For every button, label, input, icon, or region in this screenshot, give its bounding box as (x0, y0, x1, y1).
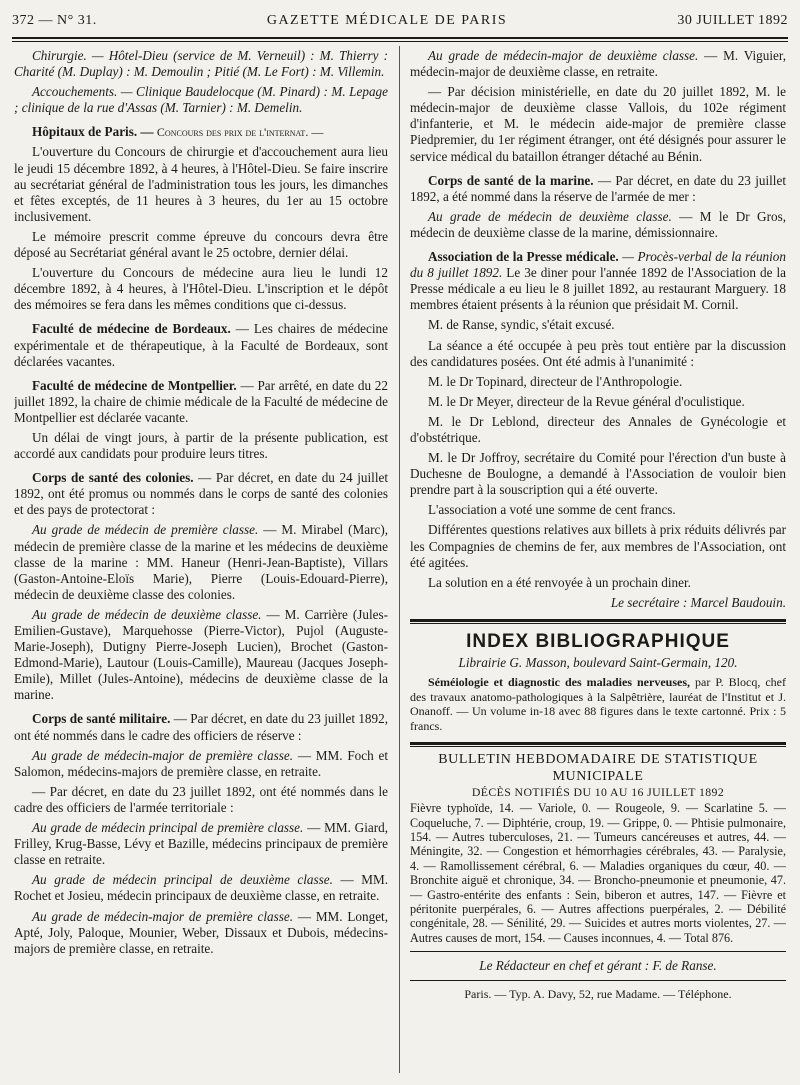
section-hopitaux: Hôpitaux de Paris. — Concours des prix de l'internat. — (32, 124, 324, 140)
index-entry: Séméiologie et diagnostic des maladies nerveuses, par P. Blocq, chef des travaux anatomo-pathologiques à la Salpêtrière, lauréat de l'Institut et J. Onanoff. — Un volume in-18 avec 88 figures dans le texte cartonné. Prix : 5 francs. (410, 675, 786, 734)
left-column (14, 48, 388, 1071)
footer-rule (410, 951, 786, 952)
bulletin-title: BULLETIN HEBDOMADAIRE DE STATISTIQUE (438, 751, 758, 767)
bulletin-title-2: MUNICIPALE (552, 768, 644, 784)
index-title: INDEX BIBLIOGRAPHIQUE (466, 630, 730, 652)
paragraph: M. le Dr Joffroy, secrétaire du Comité pour l'érection d'un buste à Duchesne de Boulogne, a demandé à l'Association de vouloir bien prendre part à la souscription qui a été ouverte. (410, 450, 786, 498)
page-header (12, 12, 788, 34)
section-militaire: Corps de santé militaire. — Par décret, en date du 23 juillet 1892, ont été nommés dans le cadre des officiers de réserve : (14, 711, 388, 743)
paragraph: Au grade de médecin principal de première classe. — MM. Giard, Frilley, Krug-Basse, Lévy et Bazille, médecins principaux de première classe en retraite. (14, 820, 388, 868)
header-rule (12, 37, 788, 42)
paragraph: Différentes questions relatives aux billets à prix réduits délivrés par les Compagnies de chemins de fer, aux membres de l'Association, ont été agitées. (410, 522, 786, 570)
section-bordeaux: Faculté de médecine de Bordeaux. — Les chaires de médecine expérimentale et de thérapeutique, à la Faculté de Bordeaux, sont déclarées vacantes. (14, 321, 388, 369)
paragraph: — Par décret, en date du 23 juillet 1892, ont été nommés dans le cadre des officiers de l'armée territoriale : (14, 783, 388, 815)
paragraph: Chirurgie. — Hôtel-Dieu (service de M. Verneuil) : M. Thierry : Charité (M. Duplay) : M. Demoulin ; Pitié (M. Le Fort) : M. Villemin. (14, 48, 388, 80)
journal-title: GAZETTE MÉDICALE DE PARIS (266, 13, 508, 28)
right-column (410, 48, 786, 1071)
section-rule (410, 619, 786, 624)
index-publisher: Librairie G. Masson, boulevard Saint-Germain, 120. (458, 655, 738, 671)
page-number: 372 — N° 31. (12, 13, 97, 28)
paragraph: L'ouverture du Concours de chirurgie et d'accouchement aura lieu le jeudi 15 décembre 1892, à 4 heures, à l'Hôtel-Dieu. Se faire inscrire au secrétariat général de l'administration tous les jours, les dimanches et fêtes exceptés, de 11 heures à 3 heures, du 1er au 15 octobre inclusivement. (14, 144, 388, 224)
section-rule (410, 742, 786, 747)
paragraph: Au grade de médecin de deuxième classe. — M. Carrière (Jules-Emilien-Gustave), Marquehosse (Pierre-Victor), Pujol (Auguste-Marie-Joseph), Dutigny Pierre-Joseph Lucien), Brochet (Gaston-Edmond-Marie), Lautour (Louis-Camille), Maureau (Jacques Joseph-Emile), Millet (Jules-Antoine), médecins de deuxième classe de la marine. (14, 606, 388, 703)
paragraph: L'association a voté une somme de cent francs. (428, 502, 676, 518)
paragraph: Au grade de médecin de première classe. — M. Mirabel (Marc), médecin de première classe de la marine et les médecins de deuxième classe de la marine : MM. Haneur (Henri-Jean-Baptiste), Villars (Gaston-Antoine-Eloïs Marie), Pierre (Louis-Edouard-Pierre), médecin de deuxième classe des colonies. (14, 522, 388, 602)
paragraph: La solution en a été renvoyée à un prochain diner. (428, 574, 691, 590)
footer-rule (410, 980, 786, 981)
paragraph: Le mémoire prescrit comme épreuve du concours devra être déposé au Secrétariat général avant le 25 octobre, dernier délai. (14, 228, 388, 261)
paragraph: M. le Dr Leblond, directeur des Annales de Gynécologie et d'obstétrique. (410, 413, 786, 445)
paragraph: Au grade de médecin-major de première classe. — MM. Longet, Apté, Joly, Paloque, Mounier, Weber, Dissaux et Dubois, médecins-majors de première classe, en retraite. (14, 908, 388, 956)
redacteur-line: Le Rédacteur en chef et gérant : F. de Ranse. (479, 958, 717, 974)
signature: Le secrétaire : Marcel Baudouin. (610, 594, 786, 610)
paragraph: La séance a été occupée à peu près tout entière par la discussion des candidatures posées. Ont été admis à l'unanimité : (410, 337, 786, 369)
paragraph: — Par décision ministérielle, en date du 20 juillet 1892, M. le médecin-major de deuxième classe Vallois, du 102e régiment d'infanterie, et M. le médecin aide-major de première classe Piedpremier, du 1er régiment étranger, ont été désignés pour assurer le service médical du bataillon étranger détaché au Bénin. (410, 84, 786, 164)
section-colonies: Corps de santé des colonies. — Par décret, en date du 24 juillet 1892, ont été promus ou nommés dans le corps de santé des colonies et des pays de protectorat : (14, 470, 388, 518)
paragraph: Au grade de médecin-major de première classe. — MM. Foch et Salomon, médecins-majors de première classe, en retraite. (14, 747, 388, 779)
paragraph: M. le Dr Meyer, directeur de la Revue général d'oculistique. (428, 393, 745, 409)
section-montpellier: Faculté de médecine de Montpellier. — Par arrêté, en date du 22 juillet 1892, la chaire de chimie médicale de la Faculté de médecine de Montpellier est déclarée vacante. (14, 377, 388, 425)
issue-date: 30 JUILLET 1892 (677, 13, 788, 28)
paragraph: M. le Dr Topinard, directeur de l'Anthropologie. (428, 373, 683, 389)
section-marine: Corps de santé de la marine. — Par décret, en date du 23 juillet 1892, a été nommé dans la réserve de l'armée de mer : (410, 172, 786, 204)
paragraph: Au grade de médecin-major de deuxième classe. — M. Viguier, médecin-major de deuxième classe, en retraite. (410, 48, 786, 80)
paragraph: L'ouverture du Concours de médecine aura lieu le lundi 12 décembre 1892, à 4 heures, à l'Hôtel-Dieu. L'inscription et le dépôt des mémoires se fera dans les mêmes conditions que ci-dessus. (14, 265, 388, 313)
paragraph: Au grade de médecin de deuxième classe. — M le Dr Gros, médecin de deuxième classe de la marine, démissionnaire. (410, 208, 786, 240)
section-presse: Association de la Presse médicale. — Procès-verbal de la réunion du 8 juillet 1892. Le 3e diner pour l'année 1892 de l'Association de la Presse médicale a eu lieu le 8 juillet 1892, au restaurant Marguery. 18 membres étaient présents à la réunion que présidait M. Cornil. (410, 249, 786, 313)
paragraph: Un délai de vingt jours, à partir de la présente publication, est accordé aux candidats pour produire leurs titres. (14, 429, 388, 462)
paragraph: M. de Ranse, syndic, s'était excusé. (428, 317, 615, 333)
paragraph: Accouchements. — Clinique Baudelocque (M. Pinard) : M. Lepage ; clinique de la rue d'Assas (M. Tarnier) : M. Demelin. (14, 84, 388, 116)
statistics-text: Fièvre typhoïde, 14. — Variole, 0. — Rougeole, 9. — Scarlatine 5. — Coqueluche, 7. — Diphtérie, croup, 19. — Grippe, 0. — Phtisie pulmonaire, 154. — Autres tuberculoses, 21. — Tumeurs cancéreuses et autres, 44. — Méningite, 32. — Congestion et hémorrhagies cérébrales, 43. — Paralysie, 4. — Ramollissement cérébral, 6. — Maladies organiques du cœur, 40. — Bronchite aiguë et chronique, 34. — Broncho-pneumonie et pneumonie, 47. — Gastro-entérite des enfants : Sein, biberon et autres, 147. — Fièvre et péritonite puerpérales, 6. — Autres affections puerpérales, 2. — Débilité congénitale, 28. — Sénilité, 29. — Suicides et autres morts violentes, 27. — Autres causes de mort, 154. — Causes inconnues, 4. — Total 876. (410, 801, 786, 945)
imprint: Paris. — Typ. A. Davy, 52, rue Madame. — Téléphone. (464, 987, 732, 1002)
column-divider (399, 46, 400, 1073)
paragraph: Au grade de médecin principal de deuxième classe. — MM. Rochet et Josieu, médecin principaux de deuxième classe, en retraite. (14, 872, 388, 904)
bulletin-subtitle: DÉCÈS NOTIFIÉS DU 10 AU 16 JUILLET 1892 (471, 784, 725, 799)
